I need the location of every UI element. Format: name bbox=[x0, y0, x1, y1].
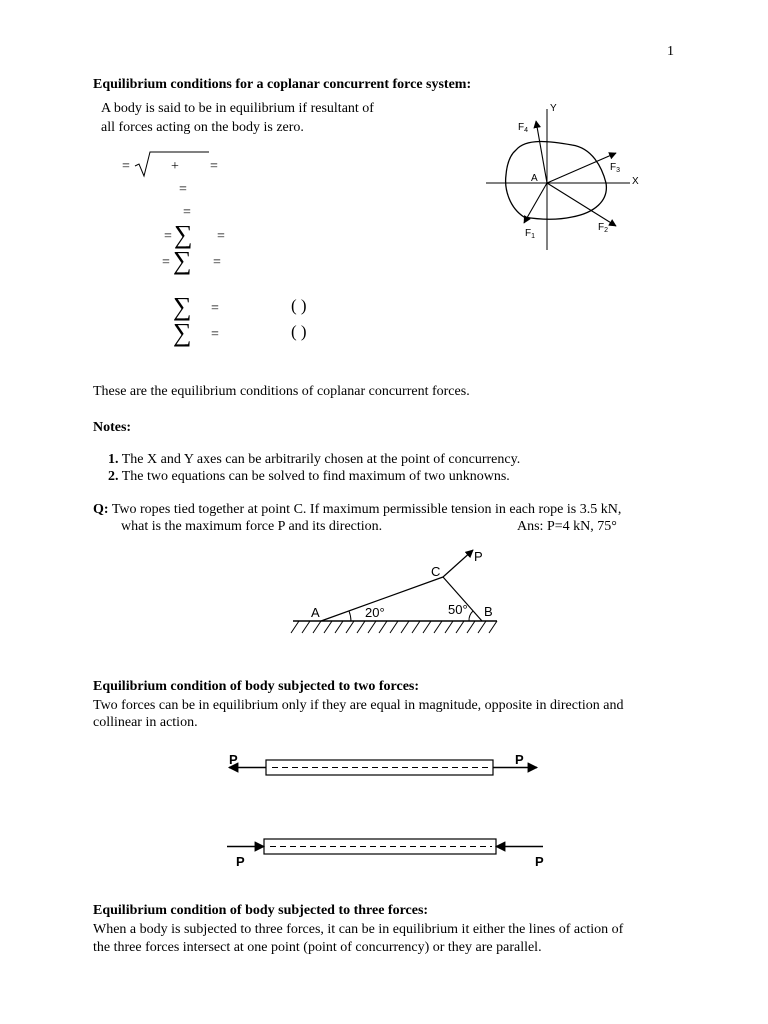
x-axis-label: X bbox=[632, 176, 639, 187]
sigma-symbol: ∑ bbox=[173, 318, 192, 347]
body-outline bbox=[506, 141, 607, 219]
paren-pair: ( ) bbox=[291, 322, 307, 341]
question-line-1: Q: Two ropes tied together at point C. If maximum permissible tension in each rope is 3.5 kN, bbox=[93, 502, 622, 517]
angle-arc-b bbox=[469, 611, 473, 621]
question-line-2: what is the maximum force P and its direction. bbox=[121, 519, 383, 534]
concurrent-force-figure bbox=[480, 95, 660, 260]
angle-a-label: 20° bbox=[365, 605, 385, 620]
eq-equals: = bbox=[183, 205, 191, 220]
angle-b-label: 50° bbox=[448, 602, 468, 617]
ground-hatching bbox=[291, 621, 497, 633]
sigma-symbol: ∑ bbox=[173, 246, 192, 275]
force-p-label-right: P bbox=[515, 752, 524, 767]
two-forces-line-2: collinear in action. bbox=[93, 715, 198, 730]
force-p-label-left: P bbox=[236, 854, 245, 869]
eq-equals: = bbox=[211, 301, 219, 316]
point-c-label: C bbox=[431, 564, 441, 579]
three-forces-line-1: When a body is subjected to three forces, it can be in equilibrium it either the lines of action of bbox=[93, 922, 624, 937]
eq-equals: = bbox=[211, 327, 219, 342]
intro-line-1: A body is said to be in equilibrium if resultant of bbox=[101, 101, 374, 116]
page-number: 1 bbox=[667, 44, 674, 59]
point-a-label: A bbox=[311, 605, 320, 620]
force-p-label-left: P bbox=[229, 752, 238, 767]
conclusion-text: These are the equilibrium conditions of coplanar concurrent forces. bbox=[93, 384, 470, 399]
two-forces-line-1: Two forces can be in equilibrium only if they are equal in magnitude, opposite in direction and bbox=[93, 698, 624, 713]
f2-label: $F_2$ bbox=[598, 222, 609, 234]
f3-label: $F_3$ bbox=[610, 162, 621, 174]
eq-equals: = bbox=[210, 159, 218, 174]
f1-label: $F_1$ bbox=[525, 228, 536, 240]
compression-bar-figure bbox=[225, 830, 555, 870]
note-item-2: 2. The two equations can be solved to find maximum of two unknowns. bbox=[108, 469, 510, 484]
f1-vector bbox=[524, 183, 547, 223]
y-axis-label: Y bbox=[550, 103, 557, 114]
three-forces-line-2: the three forces intersect at one point (point of concurrency) or they are parallel. bbox=[93, 940, 542, 955]
f3-vector bbox=[547, 153, 616, 183]
sigma-symbol: ∑ bbox=[174, 220, 193, 249]
section-heading-coplanar: Equilibrium conditions for a coplanar concurrent force system: bbox=[93, 77, 472, 92]
eq-plus: + bbox=[171, 159, 179, 174]
eq-equals: = bbox=[122, 159, 130, 174]
note-item-1: 1. The X and Y axes can be arbitrarily chosen at the point of concurrency. bbox=[108, 452, 521, 467]
force-p-label-right: P bbox=[535, 854, 544, 869]
three-forces-heading: Equilibrium condition of body subjected to three forces: bbox=[93, 903, 429, 918]
eq-equals: = bbox=[217, 229, 225, 244]
intro-line-2: all forces acting on the body is zero. bbox=[101, 120, 304, 135]
two-forces-heading: Equilibrium condition of body subjected to two forces: bbox=[93, 679, 420, 694]
eq-equals: = bbox=[179, 182, 187, 197]
eq-equals: = bbox=[164, 229, 172, 244]
paren-pair: ( ) bbox=[291, 296, 307, 315]
bar-body bbox=[266, 760, 493, 775]
force-p-arrow bbox=[443, 550, 473, 577]
eq-equals: = bbox=[162, 255, 170, 270]
sigma-symbol: ∑ bbox=[173, 292, 192, 321]
eq-equals: = bbox=[213, 255, 221, 270]
force-p-label: P bbox=[474, 549, 483, 564]
f4-label: $F_4$ bbox=[518, 122, 529, 134]
point-b-label: B bbox=[484, 604, 493, 619]
point-a-label: A bbox=[531, 173, 538, 184]
notes-heading: Notes: bbox=[93, 420, 132, 435]
tension-bar-figure bbox=[225, 750, 545, 790]
question-answer: Ans: P=4 kN, 75° bbox=[517, 519, 617, 534]
angle-arc-a bbox=[349, 611, 351, 621]
rope-figure bbox=[285, 545, 505, 640]
